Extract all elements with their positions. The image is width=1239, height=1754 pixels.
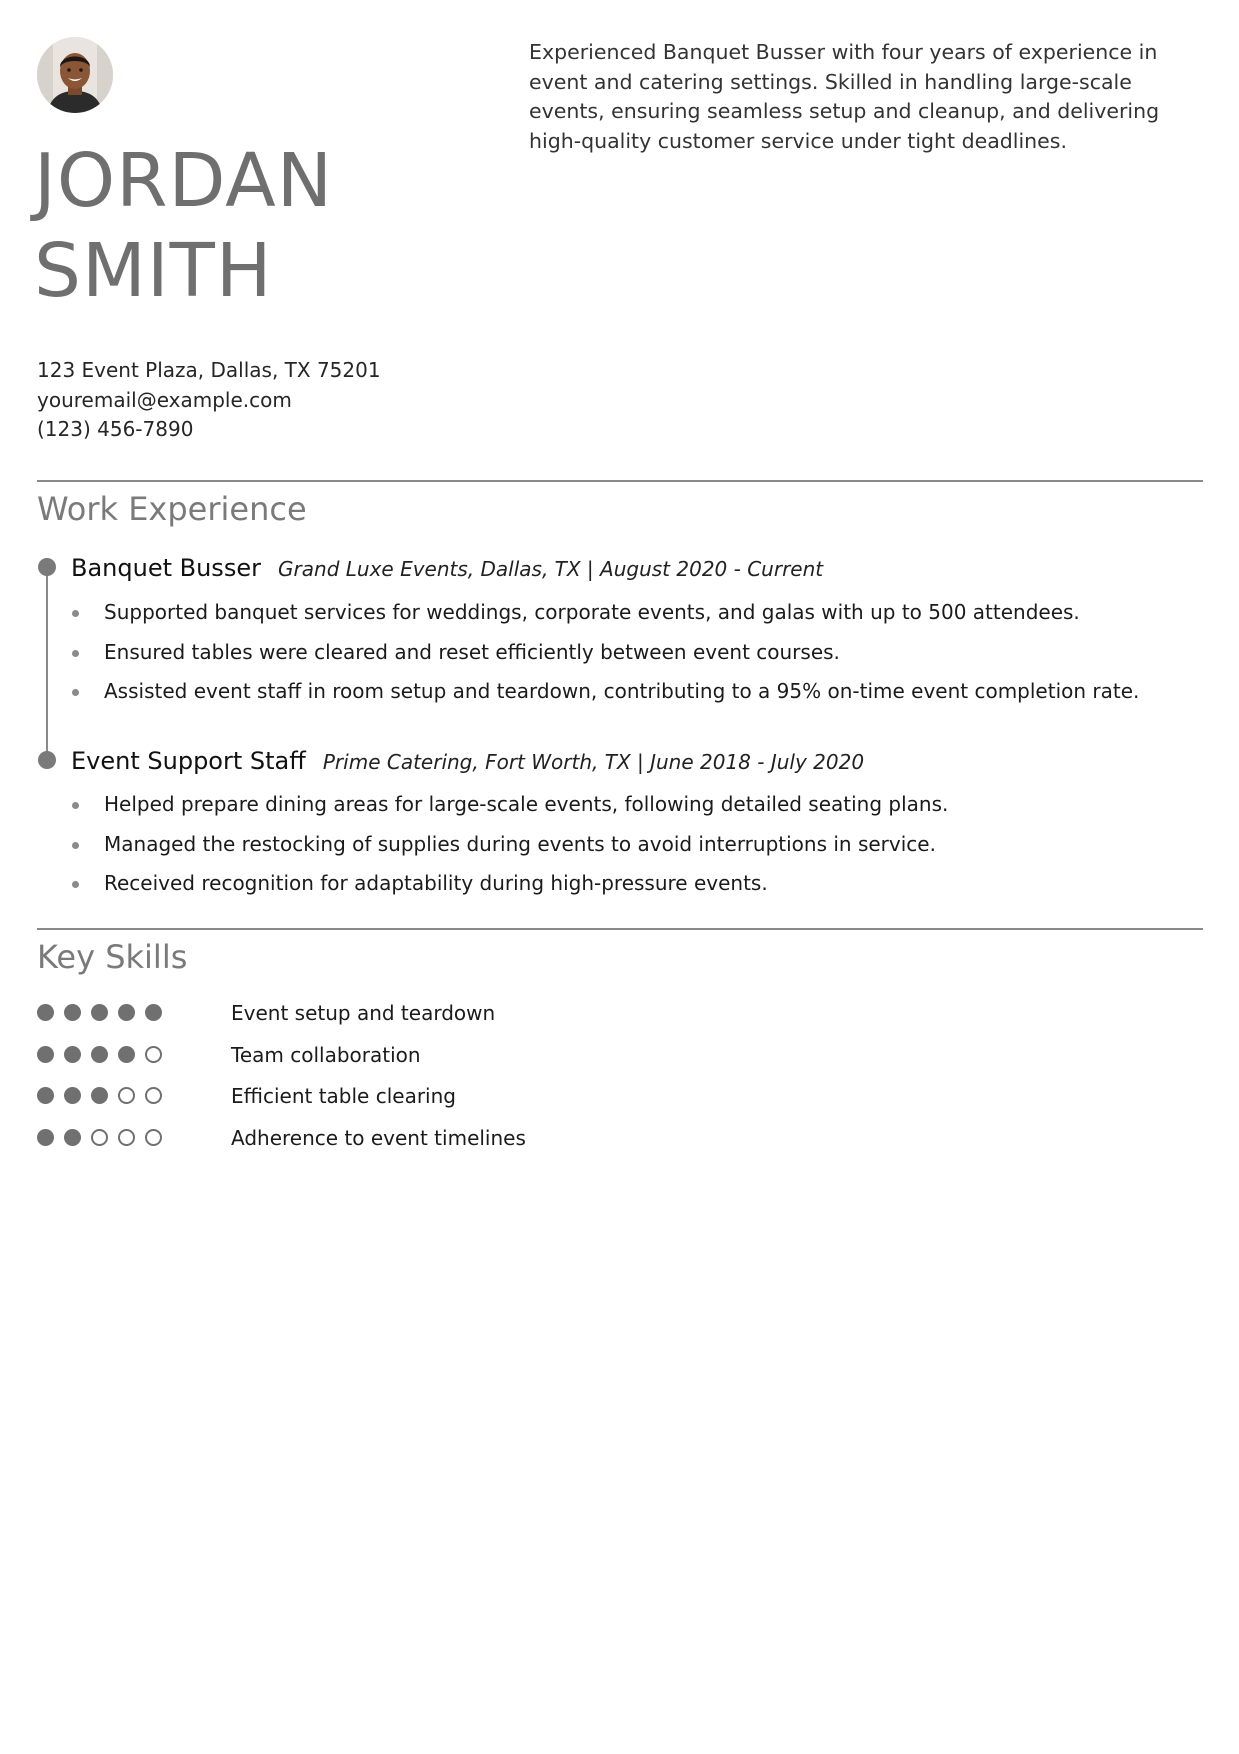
skill-rating [37,1129,172,1148]
job-title: Banquet Busser [71,554,261,582]
rating-dot-filled [64,1087,81,1104]
list-item: Managed the restocking of supplies during events to avoid interruptions in service. [72,825,948,865]
skill-label: Efficient table clearing [231,1084,456,1108]
job-header [71,747,864,775]
section-divider [37,928,1203,930]
email: youremail@example.com [37,387,292,412]
rating-dot-filled [37,1004,54,1021]
skill-label: Event setup and teardown [231,1001,496,1025]
timeline-dot [38,751,56,769]
job-meta: Grand Luxe Events, Dallas, TX | August 2020 - Current [278,557,824,581]
skill-rating [37,1046,172,1065]
timeline-line [46,572,48,766]
list-item: Ensured tables were cleared and reset efficiently between event courses. [72,633,1139,673]
rating-dot-empty [145,1129,162,1146]
person-photo-icon [37,37,113,113]
job-meta: Prime Catering, Fort Worth, TX | June 2018 - July 2020 [322,750,865,774]
skill-rating [37,1087,172,1106]
list-item: Received recognition for adaptability during high-pressure events. [72,864,948,904]
profile-summary: Experienced Banquet Busser with four years of experience in event and catering settings. Skilled in handling large-scale events, ensuring seamless setup and cleanup, and delivering high-quality customer service under tight deadlines. [529,40,1160,153]
rating-dot-empty [118,1129,135,1146]
first-name: JORDAN [34,138,334,224]
rating-dot-filled [37,1129,54,1146]
address: 123 Event Plaza, Dallas, TX 75201 [37,358,381,382]
list-item: Assisted event staff in room setup and teardown, contributing to a 95% on-time event completion rate. [72,672,1139,712]
rating-dot-filled [118,1046,135,1063]
candidate-name [34,136,333,316]
rating-dot-filled [118,1004,135,1021]
skill-rating [37,1004,172,1023]
profile-photo [37,37,113,113]
rating-dot-filled [37,1046,54,1063]
skill-label: Adherence to event timelines [231,1126,526,1150]
rating-dot-filled [64,1046,81,1063]
job-title: Event Support Staff [71,747,306,775]
section-divider [37,480,1203,482]
rating-dot-filled [64,1129,81,1146]
job-header [71,554,823,582]
last-name: SMITH [34,228,273,314]
contact-info [37,356,381,445]
rating-dot-filled [145,1004,162,1021]
rating-dot-filled [91,1087,108,1104]
list-item: Supported banquet services for weddings, corporate events, and galas with up to 500 attendees. [72,593,1139,633]
rating-dot-filled [91,1046,108,1063]
rating-dot-empty [118,1087,135,1104]
job-bullets [72,785,948,904]
list-item: Helped prepare dining areas for large-scale events, following detailed seating plans. [72,785,948,825]
job-bullets [72,593,1139,712]
skill-label: Team collaboration [231,1043,421,1067]
rating-dot-empty [91,1129,108,1146]
rating-dot-empty [145,1087,162,1104]
rating-dot-filled [91,1004,108,1021]
work-experience-heading: Work Experience [37,490,307,528]
key-skills-heading: Key Skills [37,938,188,976]
phone: (123) 456-7890 [37,417,194,441]
timeline-dot [38,558,56,576]
rating-dot-empty [145,1046,162,1063]
rating-dot-filled [64,1004,81,1021]
rating-dot-filled [37,1087,54,1104]
